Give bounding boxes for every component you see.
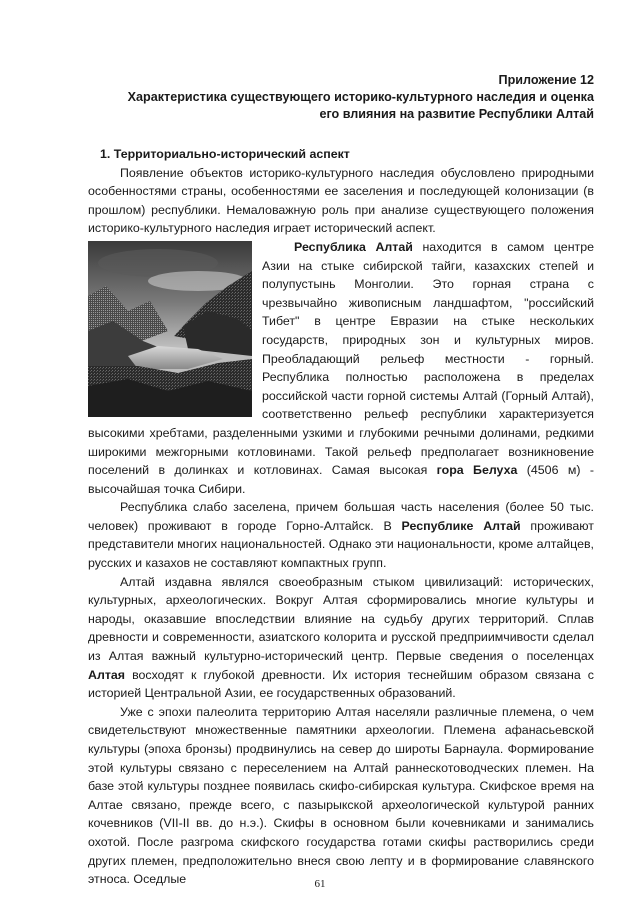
mountain-landscape-photo: [88, 241, 252, 417]
republic-bold-2: Республике Алтай: [401, 518, 521, 533]
paragraph-intro: Появление объектов историко-культурного наследия обусловлено природными особенностями страны, особенностями ее заселения и последующей колонизации (в прошлом) республики. Немаловажную роль при анализе существующего положения историко-культурного наследия играет исторический аспект.: [88, 165, 594, 236]
section-title: 1. Территориально-исторический аспект: [100, 147, 350, 161]
appendix-title-line2: его влияния на развитие Республики Алтай: [319, 107, 594, 121]
appendix-label: Приложение 12: [498, 73, 594, 87]
mount-belukha-bold: гора Белуха: [436, 463, 518, 478]
republic-name-bold: Республика Алтай: [294, 239, 413, 254]
paragraph-republic: Республика Алтай находится в самом центре Азии на стыке сибирской тайги, казахских степей и полупустынь Монголии. Это горная страна с чрезвычайно живописным ландшафтом, "российский Тибет" в центре Евразии на стыке нескольких государств, природных зон и культурных миров. Преобладающий рельеф местности - горный. Республика полностью расположена в пределах российской части горной системы Алтай (Горный Алтай), соответственно рельеф республики характеризуется высокими хребтами, разделенными узкими и глубокими речными долинами, редкими широкими межгорными котловинами. Такой рельеф предполагает возникновение поселений в долинках и котловинах. Самая высокая гора Белуха (4506 м) - высочайшая точка Сибири.: [88, 239, 594, 496]
altai-bold: Алтая: [88, 667, 126, 682]
paragraph-history: Уже с эпохи палеолита территорию Алтая населяли различные племена, о чем свидетельствуют множественные памятники археологии. Племена афанасьевской культуры (эпоха бронзы) продвинулись на север до широты Барнаула. Формирование этой культуры связано с переселением на Алтай раннескотоводческих племен. На базе этой культуры позднее появилась скифо-сибирская культура. Скифское время на Алтае связано, прежде всего, с пазырыкской археологической культурой ранних кочевников (VII-II вв. до н.э.). Скифы в основном были кочевниками и занимались охотой. После разгрома скифского государства готами скифы растворились среди других племен, предположительно внеся свою лепту и в формирование славянского этноса. Оседлые: [88, 704, 594, 887]
appendix-heading: [54, 72, 594, 123]
appendix-title-line1: Характеристика существующего историко-культурного наследия и оценка: [127, 90, 594, 104]
paragraph-population: Республика слабо заселена, причем большая часть населения (более 50 тыс. человек) проживают в городе Горно-Алтайск. В Республике Алтай проживают представители многих национальностей. Однако эти национальности, кроме алтайцев, русских и казахов не составляют компактных групп.: [88, 500, 594, 571]
paragraph-civilizations: Алтай издавна являлся своеобразным стыком цивилизаций: исторических, культурных, археологических. Вокруг Алтая сформировались многие культуры и народы, оказавшие впоследствии влияние на судьбу других территорий. Сплав древности и современности, азиатского колорита и русской предприимчивости сделал из Алтая важный культурно-исторический центр. Первые сведения о поселенцах Алтая восходят к глубокой древности. Их история теснейшим образом связана с историей Центральной Азии, ее государственных образований.: [88, 574, 594, 701]
page-number: 61: [314, 878, 326, 890]
document-body: [88, 145, 594, 889]
